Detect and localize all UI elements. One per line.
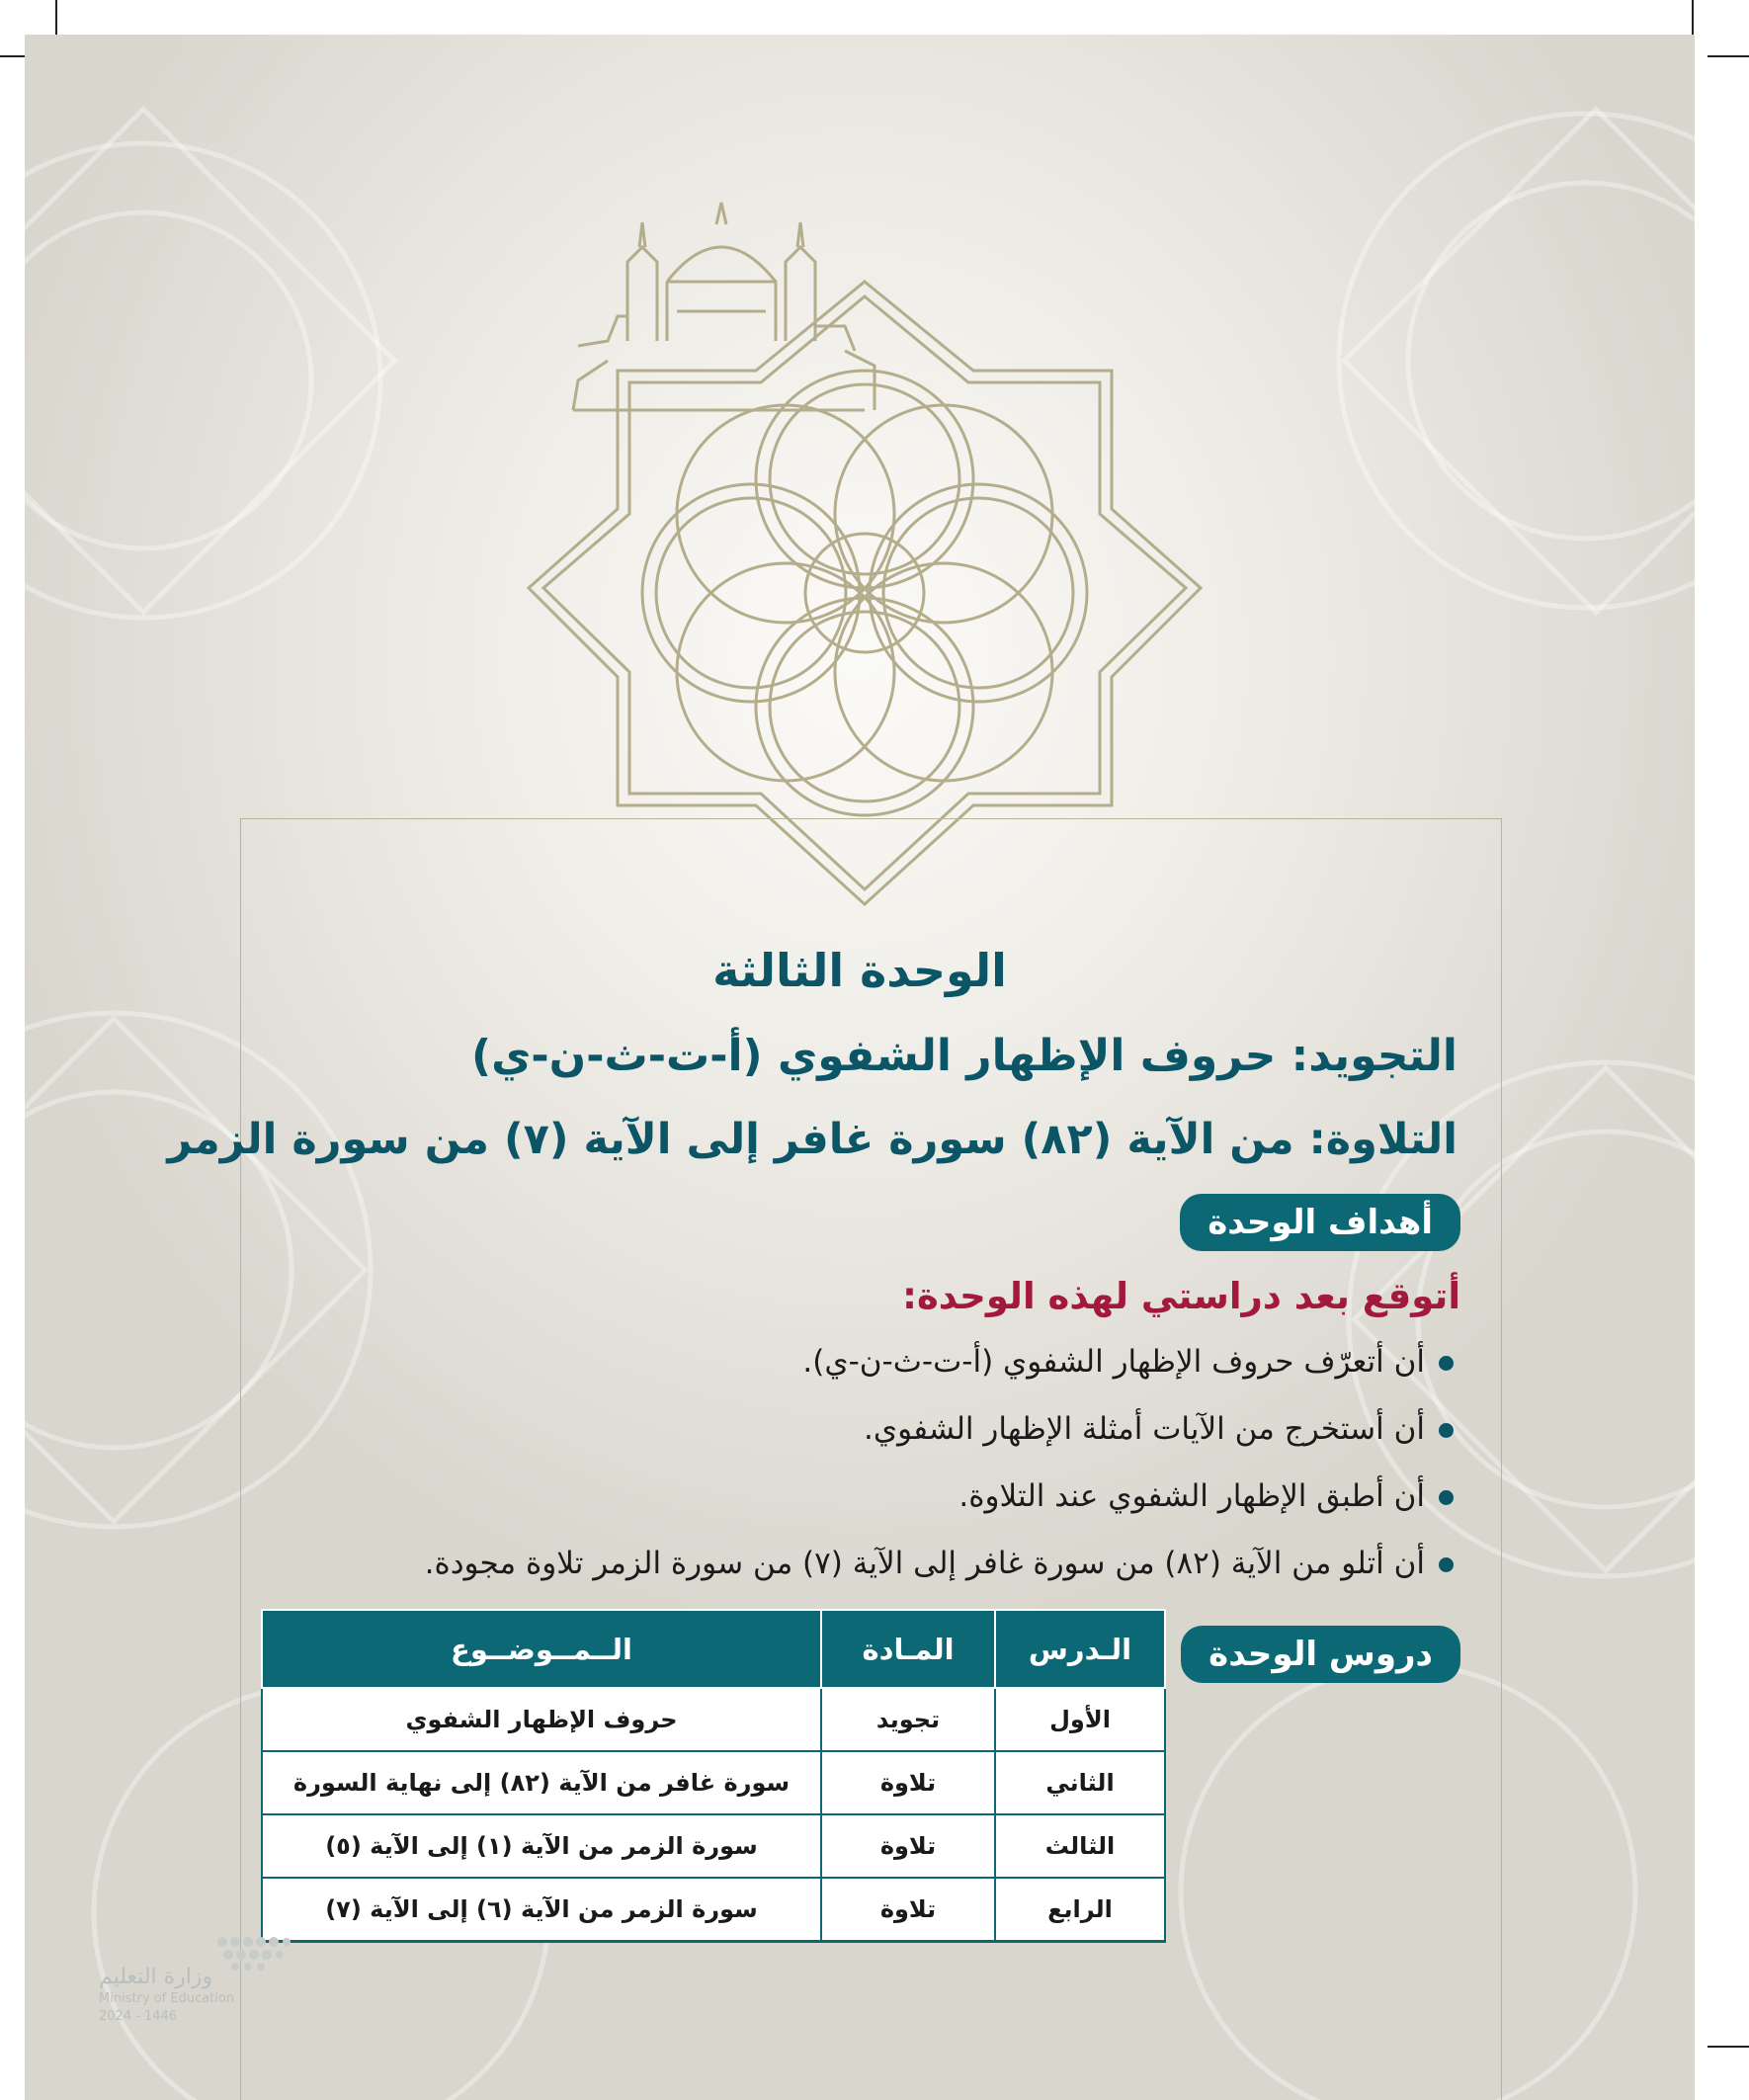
logo-english-text: Ministry of Education — [99, 1991, 235, 2006]
table-cell: الرابع — [995, 1878, 1165, 1942]
objective-item: أن أتعرّف حروف الإظهار الشفوي (أ-ت-ث-ن-ي). — [802, 1344, 1454, 1380]
page — [25, 35, 1695, 2100]
crop-mark — [1692, 0, 1694, 35]
logo-year-text: 2024 - 1446 — [99, 2009, 178, 2024]
table-cell: سورة غافر من الآية (٨٢) إلى نهاية السورة — [262, 1751, 821, 1814]
column-header: الــمــوضــوع — [262, 1610, 821, 1688]
table-row — [262, 1814, 1165, 1878]
table-row — [262, 1751, 1165, 1814]
table-cell: تجويد — [821, 1688, 995, 1751]
objective-item: أن أتلو من الآية (٨٢) من سورة غافر إلى الآية (٧) من سورة الزمر تلاوة مجودة. — [425, 1546, 1454, 1581]
bullet-icon — [1439, 1490, 1454, 1505]
tajweed-line: التجويد: حروف الإظهار الشفوي (أ-ت-ث-ن-ي) — [470, 1031, 1458, 1081]
table-cell: حروف الإظهار الشفوي — [262, 1688, 821, 1751]
lessons-heading: دروس الوحدة — [1181, 1626, 1460, 1683]
table-cell: الثاني — [995, 1751, 1165, 1814]
table-header-row — [262, 1610, 1165, 1688]
tilawa-line: التلاوة: من الآية (٨٢) سورة غافر إلى الآية (٧) من سورة الزمر — [167, 1115, 1458, 1164]
table-cell: سورة الزمر من الآية (١) إلى الآية (٥) — [262, 1814, 821, 1878]
table-cell: تلاوة — [821, 1751, 995, 1814]
table-cell: تلاوة — [821, 1814, 995, 1878]
objective-item: أن أستخرج من الآيات أمثلة الإظهار الشفوي. — [864, 1411, 1454, 1447]
bullet-icon — [1439, 1557, 1454, 1572]
crop-mark — [55, 0, 57, 35]
lessons-table — [261, 1609, 1166, 1943]
expect-label: أتوقع بعد دراستي لهذه الوحدة: — [902, 1275, 1460, 1317]
crop-mark — [1707, 2046, 1749, 2048]
bullet-icon — [1439, 1423, 1454, 1438]
table-cell: الثالث — [995, 1814, 1165, 1878]
column-header: المـادة — [821, 1610, 995, 1688]
crop-mark — [1707, 55, 1749, 57]
table-row — [262, 1878, 1165, 1942]
table-cell: سورة الزمر من الآية (٦) إلى الآية (٧) — [262, 1878, 821, 1942]
bullet-icon — [1439, 1356, 1454, 1371]
table-cell: الأول — [995, 1688, 1165, 1751]
objective-item: أن أطبق الإظهار الشفوي عند التلاوة. — [958, 1478, 1454, 1514]
logo-arabic-text: وزارة التعليم — [99, 1965, 213, 1989]
table-cell: تلاوة — [821, 1878, 995, 1942]
table-row — [262, 1688, 1165, 1751]
mosque-rosette-icon — [519, 114, 1210, 924]
unit-title: الوحدة الثالثة — [712, 944, 1007, 997]
goals-heading: أهداف الوحدة — [1180, 1194, 1460, 1251]
column-header: الـدرس — [995, 1610, 1165, 1688]
